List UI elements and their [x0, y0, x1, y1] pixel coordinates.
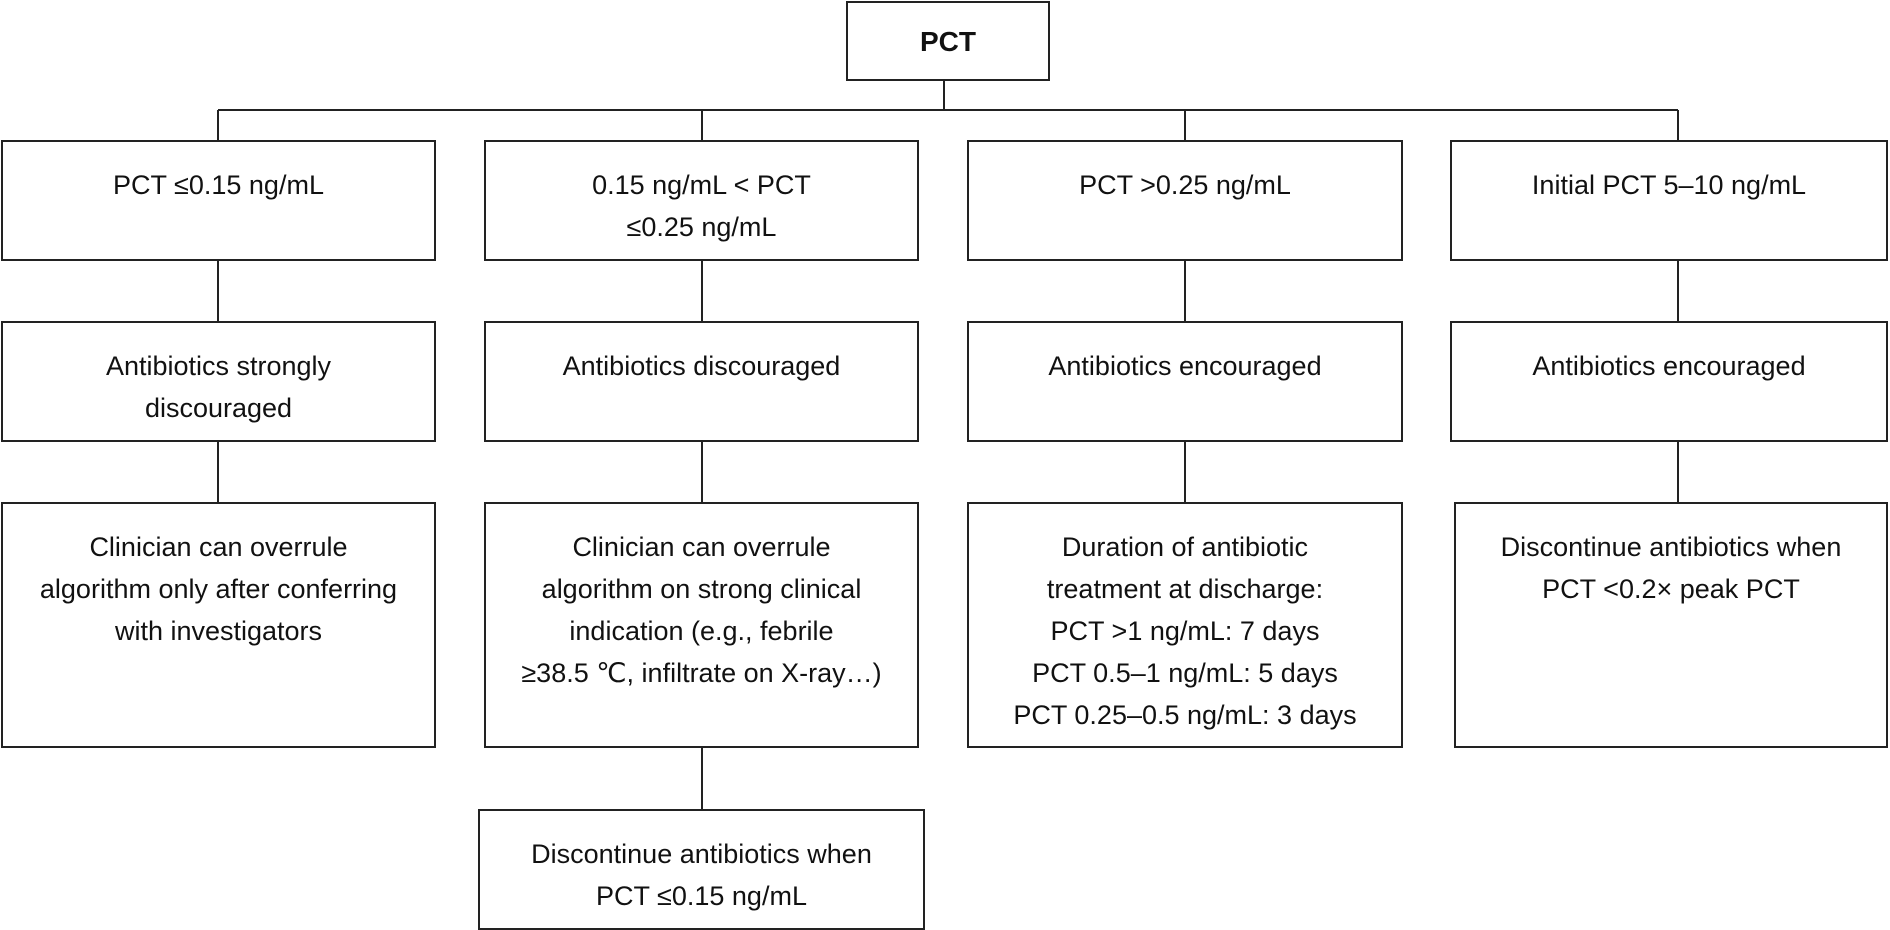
node-text-line: Antibiotics strongly [105, 351, 332, 381]
detail-node-3 [967, 502, 1403, 748]
node-text-line: Discontinue antibiotics when [531, 839, 872, 869]
followup-node-2 [478, 809, 925, 930]
node-text-line: with investigators [114, 616, 323, 646]
root-label: PCT [920, 26, 976, 57]
node-text-line: Discontinue antibiotics when [1500, 532, 1842, 562]
node-text-line: Antibiotics encouraged [1532, 351, 1806, 381]
detail-node-2 [484, 502, 919, 748]
recommendation-node-3 [967, 321, 1403, 442]
node-text-line: PCT 0.5–1 ng/mL: 5 days [1032, 658, 1338, 688]
node-text-line: ≤0.25 ng/mL [626, 212, 777, 242]
node-text-line: treatment at discharge: [1046, 574, 1324, 604]
threshold-node-2 [484, 140, 919, 261]
node-text-line: Initial PCT 5–10 ng/mL [1531, 170, 1807, 200]
detail-node-1 [1, 502, 436, 748]
node-text-line: Duration of antibiotic [1061, 532, 1309, 562]
node-text-line: 0.15 ng/mL < PCT [592, 170, 811, 200]
node-text-line: algorithm on strong clinical [541, 574, 862, 604]
threshold-node-3 [967, 140, 1403, 261]
detail-node-4 [1454, 502, 1888, 748]
node-text-line: Clinician can overrule [572, 532, 831, 562]
node-text-line: Antibiotics encouraged [1048, 351, 1322, 381]
node-text-line: Clinician can overrule [89, 532, 348, 562]
root-node [846, 1, 1050, 81]
node-text-line: Antibiotics discouraged [562, 351, 841, 381]
node-text-line: PCT ≤0.15 ng/mL [596, 881, 807, 911]
recommendation-node-2 [484, 321, 919, 442]
recommendation-node-1 [1, 321, 436, 442]
node-text-line: PCT 0.25–0.5 ng/mL: 3 days [1013, 700, 1357, 730]
node-text-line: PCT <0.2× peak PCT [1542, 574, 1800, 604]
node-text-line: PCT >1 ng/mL: 7 days [1050, 616, 1320, 646]
threshold-node-1 [1, 140, 436, 261]
node-text-line: indication (e.g., febrile [569, 616, 834, 646]
threshold-node-4 [1450, 140, 1888, 261]
node-text-line: ≥38.5 ℃, infiltrate on X-ray…) [521, 658, 882, 688]
node-text-line: discouraged [144, 393, 293, 423]
recommendation-node-4 [1450, 321, 1888, 442]
node-text-line: algorithm only after conferring [39, 574, 398, 604]
node-text-line: PCT >0.25 ng/mL [1079, 170, 1291, 200]
node-text-line: PCT ≤0.15 ng/mL [113, 170, 324, 200]
